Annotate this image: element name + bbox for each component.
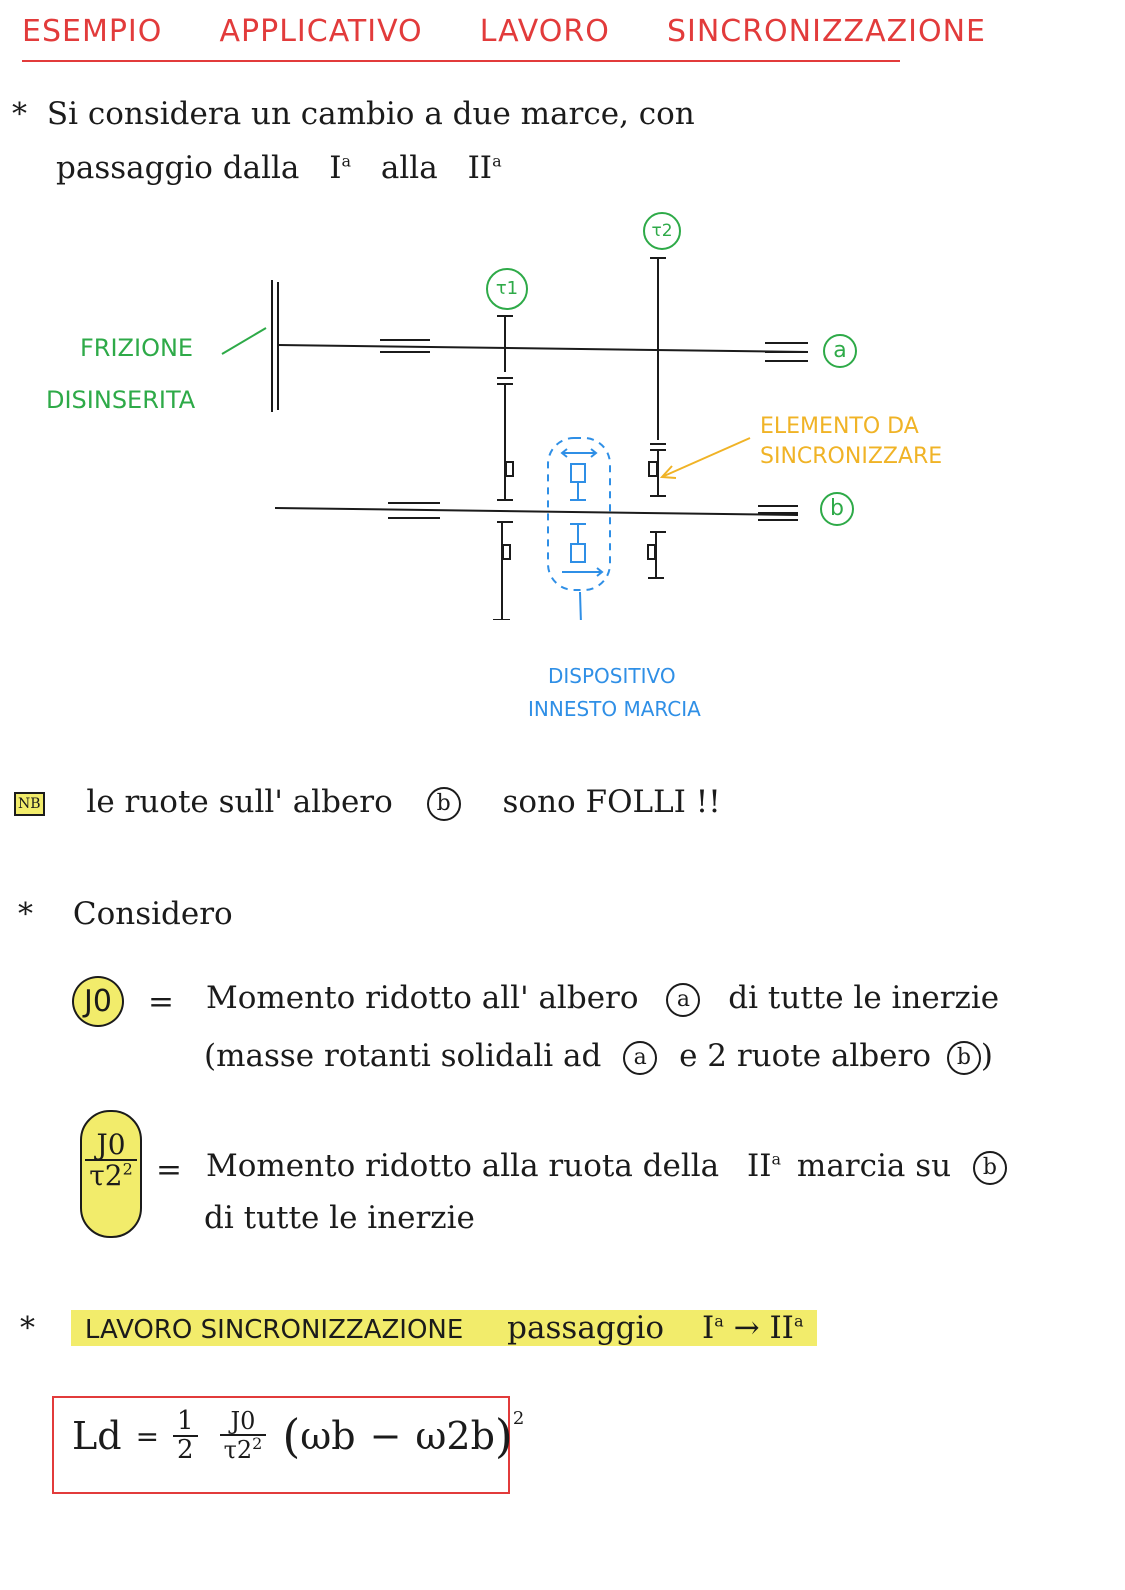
title-word-3: LAVORO xyxy=(479,14,610,49)
gear-2 xyxy=(648,258,666,578)
intro-text-2: passaggio dalla xyxy=(56,150,300,186)
device-label: DISPOSITIVO INNESTO MARCIA xyxy=(528,664,701,721)
gear-second: $II^a$ xyxy=(467,150,502,186)
title-word-1: ESEMPIO xyxy=(22,14,163,49)
def1-line2-shaft-a: a xyxy=(623,1041,657,1075)
page-title xyxy=(22,14,986,49)
shaft-b xyxy=(275,508,798,515)
formula-omega-b: ωb xyxy=(300,1414,356,1459)
gear-1 xyxy=(493,316,513,620)
bullet: * xyxy=(12,97,27,132)
title-word-4: SINCRONIZZAZIONE xyxy=(666,14,986,49)
shaft-a xyxy=(278,345,808,352)
formula-half: $\frac{1}{2}$ xyxy=(173,1408,198,1465)
def1-eq: = xyxy=(148,984,174,1020)
tau1-label: τ1 xyxy=(486,268,528,310)
j0-symbol: J0 xyxy=(72,976,124,1027)
title-word-2: APPLICATIVO xyxy=(219,14,423,49)
def2-line-2: di tutte le inerzie xyxy=(204,1200,475,1236)
intro-line-2 xyxy=(56,150,502,186)
sync-element-label: ELEMENTO DA SINCRONIZZARE xyxy=(760,414,943,469)
def1-line-2: (masse rotanti solidali ad a e 2 ruote albero b ) xyxy=(204,1038,993,1074)
nb-text-pre: le ruote sull' albero xyxy=(86,784,393,820)
friction-label: FRIZIONE DISINSERITA xyxy=(46,334,196,414)
def1-line-1: Momento ridotto all' albero a di tutte le inerzie xyxy=(206,980,1000,1016)
gear-first: $I^a$ xyxy=(329,150,352,186)
def1-line2-shaft-b: b xyxy=(947,1041,981,1075)
intro-text-1: Si considera un cambio a due marce, con xyxy=(46,96,695,132)
def1-shaft-a: a xyxy=(666,983,700,1017)
shaft-a-label: a xyxy=(823,334,857,368)
nb-tag: NB xyxy=(14,792,45,816)
nb-line xyxy=(14,784,721,821)
sync-device xyxy=(548,438,610,620)
formula-inertia-ratio: $\frac{J0}{\tau 2^2}$ xyxy=(220,1409,267,1463)
formula-lhs: Ld xyxy=(72,1414,122,1459)
shaft-b-label: b xyxy=(820,492,854,526)
nb-shaft: b xyxy=(427,787,461,821)
def2-shaft-b: b xyxy=(973,1151,1007,1185)
title-underline xyxy=(22,60,900,62)
def2-eq: = xyxy=(156,1152,182,1188)
nb-text-post: sono FOLLI !! xyxy=(502,784,721,820)
j0-over-tau2-symbol: $\frac{J0}{\tau 2^2}$ xyxy=(80,1110,142,1238)
def2-line-1: Momento ridotto alla ruota della $II^a$ marcia su b xyxy=(206,1148,1007,1185)
intro-line-1 xyxy=(12,96,695,132)
consider-heading: * Considero xyxy=(18,896,233,932)
tau2-label: τ2 xyxy=(643,212,681,250)
work-heading: * LAVORO SINCRONIZZAZIONE passaggio $I^a \to II^a$ xyxy=(20,1310,817,1346)
sync-work-formula: Ld = $\frac{1}{2}$ $\frac{J0}{\tau 2^2}$ ( ωb − ω2b ) 2 xyxy=(52,1396,510,1494)
formula-omega-2b: ω2b xyxy=(415,1414,495,1459)
intro-alla: alla xyxy=(380,150,438,186)
